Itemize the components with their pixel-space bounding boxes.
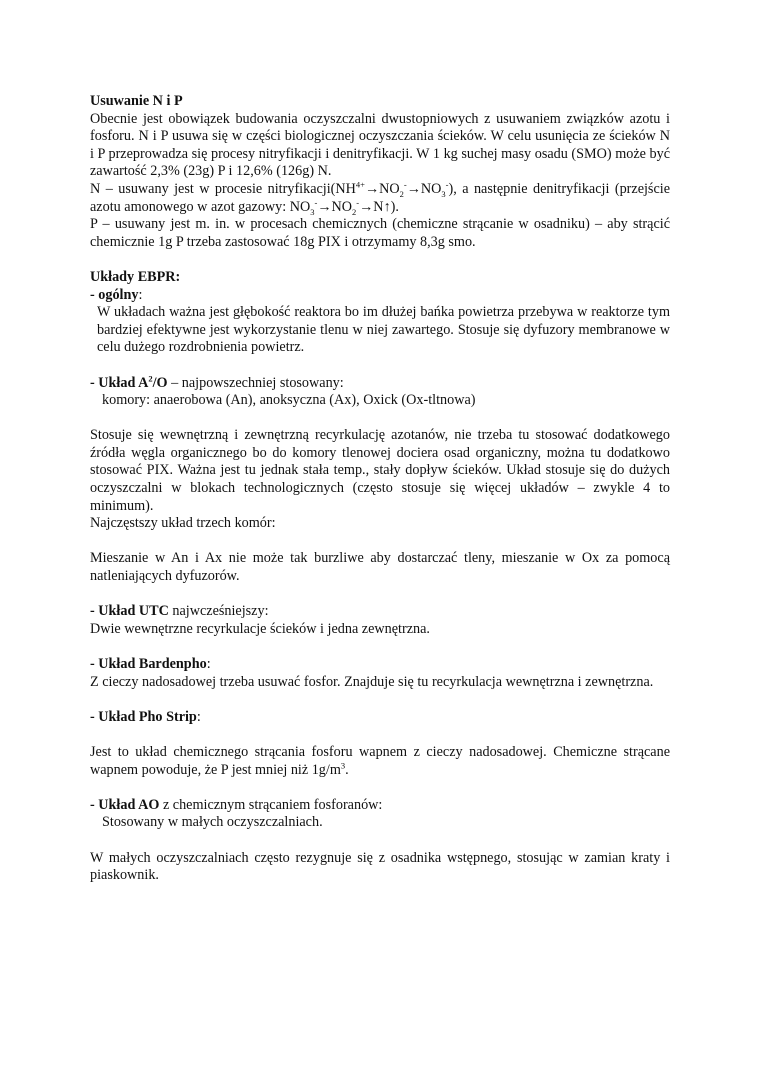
- section-title-nip: Usuwanie N i P: [90, 93, 183, 109]
- bardenpho-heading: - Układ Bardenpho:: [90, 656, 211, 672]
- paragraph-intro: Obecnie jest obowiązek budowania oczyszczalni dwustopniowych z usuwaniem związków azotu i fosforu. N i P usuwa się w części biologicznej oczyszczania ścieków. W celu usunięcia ze ścieków N i P przeprowadza się procesy nitryfikacji i denitryfikacji. W 1 kg suchej masy osadu (SMO) może być zawartość 2,3% (23g) P i 12,6% (126g) N.: [90, 110, 670, 180]
- paragraph-ebpr-general: W układach ważna jest głębokość reaktora bo im dłużej bańka powietrza przebywa w reaktorze tym bardziej efektywne jest wykorzystanie tlenu w niej zawartego. Stosuje się dyfuzory membranowe w celu dużego rozdrobnienia powietrz.: [97, 304, 670, 356]
- paragraph-a2o-most-common: Najczęstszy układ trzech komór:: [90, 515, 276, 532]
- document-page: [90, 93, 670, 885]
- section-title-ebpr: Układy EBPR:: [90, 268, 181, 285]
- paragraph-phosphorus: P – usuwany jest m. in. w procesach chemicznych (chemiczne strącanie w osadniku) – aby strącić chemicznie 1g P trzeba zastosować 18g PIX i otrzymamy 8,3g smo.: [90, 216, 670, 250]
- paragraph-bardenpho: Z cieczy nadosadowej trzeba usuwać fosfor. Znajduje się tu recyrkulacja wewnętrzna i zewnętrzna.: [90, 673, 654, 690]
- paragraph-closing: W małych oczyszczalniach często rezygnuje się z osadnika wstępnego, stosując w zamian kraty i piaskownik.: [90, 849, 670, 884]
- a2o-chambers: komory: anaerobowa (An), anoksyczna (Ax), Oxick (Ox-tltnowa): [102, 392, 476, 409]
- paragraph-phostrip: Jest to układ chemicznego strącania fosforu wapnem z cieczy nadosadowej. Chemiczne strącane wapnem powoduje, że P jest mniej niż $1g/m^3$.: [90, 743, 670, 778]
- paragraph-ao: Stosowany w małych oczyszczalniach.: [102, 814, 323, 831]
- paragraph-a2o-mixing: Mieszanie w An i Ax nie może tak burzliwe aby dostarczać tleny, mieszanie w Ox za pomocą natleniających dyfuzorów.: [90, 550, 670, 585]
- a2o-heading: - Układ $A^2/O$ – najpowszechniej stosowany:: [90, 372, 344, 391]
- ebpr-general-label: - ogólny:: [90, 286, 143, 303]
- paragraph-nitrogen: N – usuwany jest w procesie $nitryfikacji(NH^{4+}\to NO_2^-\to NO_3^-)$, a następnie denitryfikacji (przejście azotu amonowego w azot gazowy: $NO_3^-\to NO_2^-\to N↑$).: [90, 179, 670, 217]
- paragraph-a2o-details: Stosuje się wewnętrzną i zewnętrzną recyrkulację azotanów, nie trzeba tu stosować dodatkowego źródła węgla organicznego bo do komory tlenowej dociera osad organiczny, można tu dodatkowo stosować PIX. Ważna jest tu jednak stała temp., stały dopływ ścieków. Układ stosuje się do dużych oczyszczalni w blokach technologicznych (często stosuje się więcej układów – zwykle 4 to minimum).: [90, 427, 670, 514]
- ao-heading: - Układ AO z chemicznym strącaniem fosforanów:: [90, 796, 383, 813]
- utc-heading: - Układ UTC najwcześniejszy:: [90, 603, 269, 620]
- paragraph-utc: Dwie wewnętrzne recyrkulacje ścieków i jedna zewnętrzna.: [90, 620, 430, 637]
- phostrip-heading: - Układ Pho Strip:: [90, 708, 201, 725]
